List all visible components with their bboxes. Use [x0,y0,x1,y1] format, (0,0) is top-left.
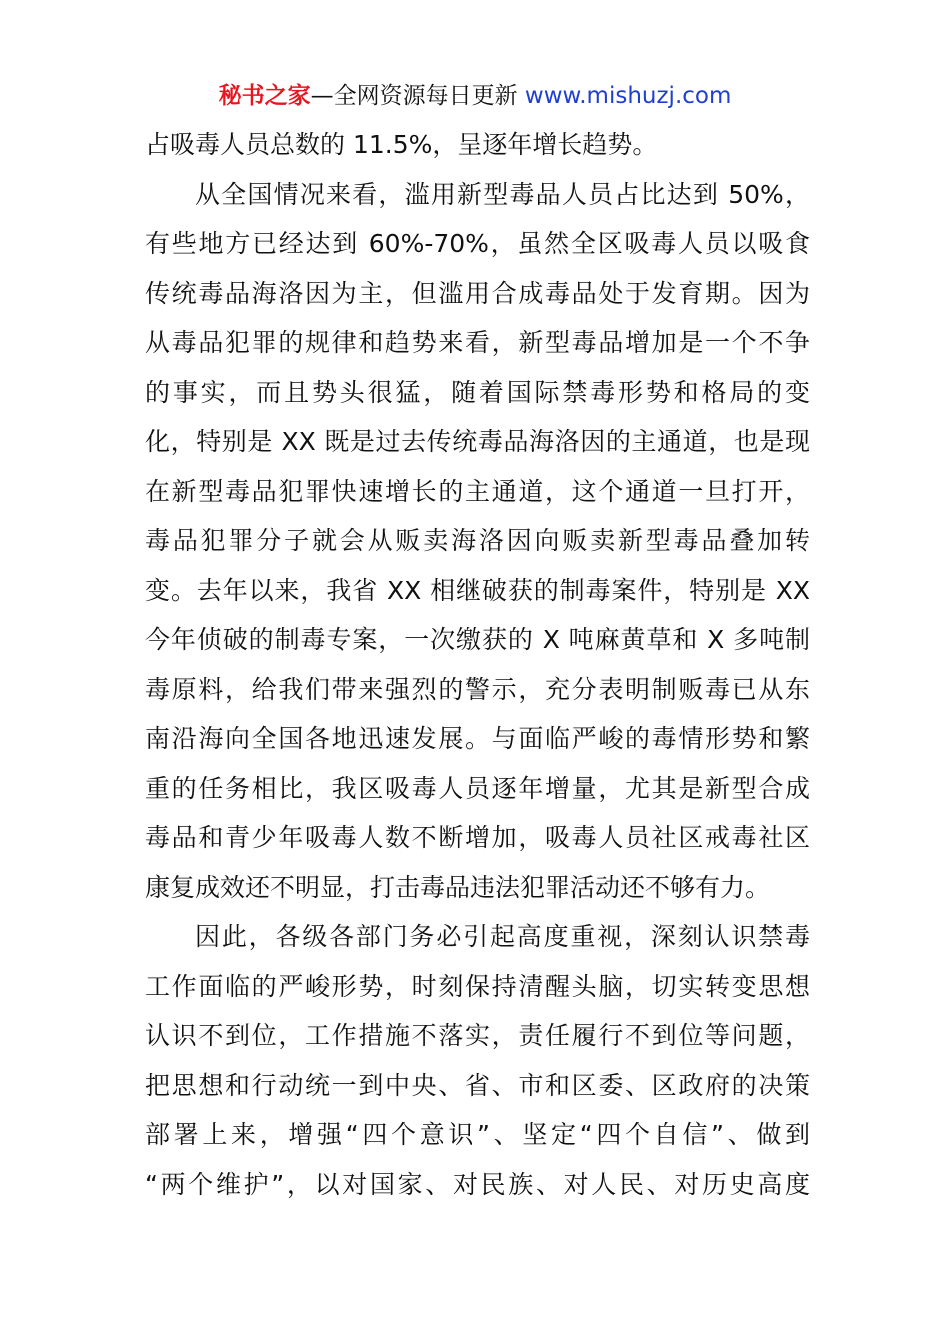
text-line: 化，特别是 XX 既是过去传统毒品海洛因的主通道，也是现 [145,427,810,456]
text-line: 南沿海向全国各地迅速发展。与面临严峻的毒情形势和繁 [145,724,810,753]
text-line: 在新型毒品犯罪快速增长的主通道，这个通道一旦打开， [145,476,810,506]
text-line: 重的任务相比，我区吸毒人员逐年增量，尤其是新型合成 [145,773,810,803]
text-line: 因此，各级各部门务必引起高度重视，深刻认识禁毒 [195,922,810,951]
brand-name: 秘书之家 [218,83,311,109]
text-line: 毒品和青少年吸毒人数不断增加，吸毒人员社区戒毒社区 [145,823,810,852]
document-body [145,120,810,1209]
text-line: 从全国情况来看，滥用新型毒品人员占比达到 50%， [195,179,810,209]
text-line: 占吸毒人员总数的 11.5%，呈逐年增长趋势。 [145,130,658,159]
header-tagline: —全网资源每日更新 [310,83,525,109]
text-line: 认识不到位，工作措施不落实，责任履行不到位等问题， [145,1021,810,1050]
text-line: 从毒品犯罪的规律和趋势来看，新型毒品增加是一个不争 [145,328,810,357]
text-line: 的事实，而且势头很猛，随着国际禁毒形势和格局的变 [145,377,810,407]
text-line: 变。去年以来，我省 XX 相继破获的制毒案件，特别是 XX [145,575,810,605]
site-url[interactable]: www.mishuzj.com [524,83,732,109]
text-line: 康复成效还不明显，打击毒品违法犯罪活动还不够有力。 [145,872,771,902]
text-line: 有些地方已经达到 60%-70%，虽然全区吸毒人员以吸食 [145,229,810,258]
text-line: 把思想和行动统一到中央、省、市和区委、区政府的决策 [145,1070,810,1100]
text-line: 部署上来，增强“四个意识”、坚定“四个自信”、做到 [145,1120,810,1149]
text-line: 传统毒品海洛因为主，但滥用合成毒品处于发育期。因为 [145,278,810,308]
text-line: 今年侦破的制毒专案，一次缴获的 X 吨麻黄草和 X 多吨制 [145,625,810,654]
text-line: 毒品犯罪分子就会从贩卖海洛因向贩卖新型毒品叠加转 [145,526,810,555]
text-line: 工作面临的严峻形势，时刻保持清醒头脑，切实转变思想 [145,971,810,1001]
page-header [0,80,950,112]
text-line: “两个维护”，以对国家、对民族、对人民、对历史高度 [145,1169,810,1199]
text-line: 毒原料，给我们带来强烈的警示，充分表明制贩毒已从东 [145,674,810,704]
